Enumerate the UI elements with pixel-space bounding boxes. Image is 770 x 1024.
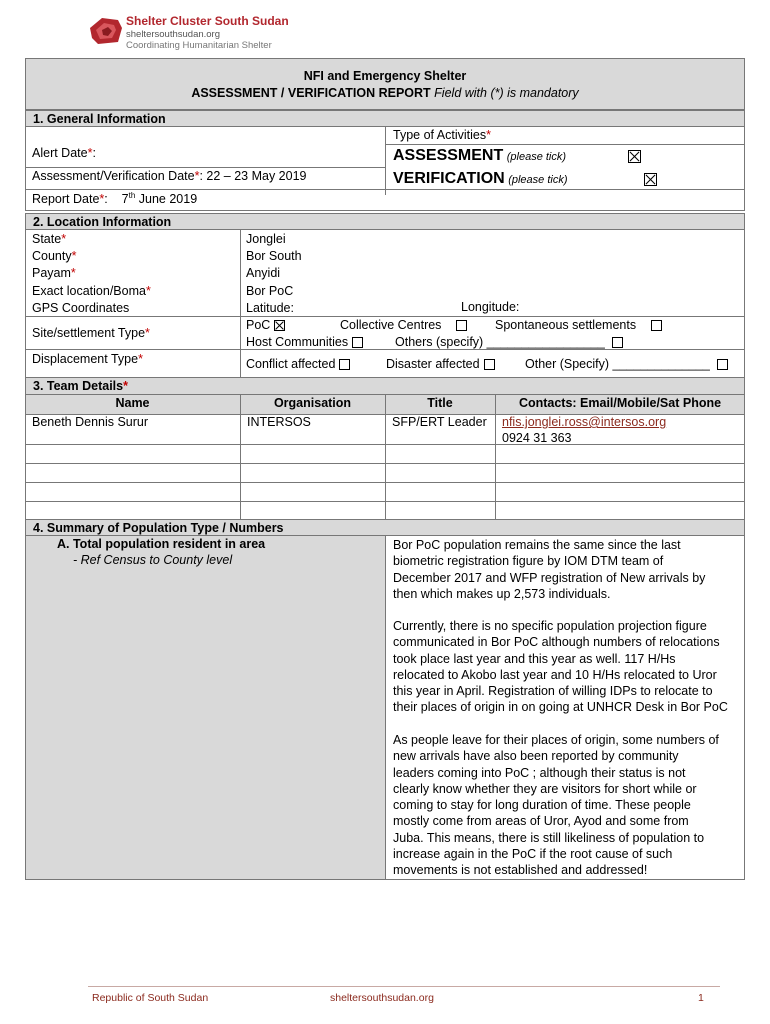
location-labels — [32, 231, 151, 317]
site-type-label: Site/settlement Type* — [32, 326, 150, 340]
county-label: County* — [32, 249, 77, 264]
report-title: NFI and Emergency Shelter — [303, 69, 467, 83]
section-location-information — [25, 213, 745, 377]
column-contacts: Contacts: Email/Mobile/Sat Phone — [518, 396, 722, 410]
conflict-option[interactable]: Conflict affected — [246, 357, 350, 371]
section-header: 4. Summary of Population Type / Numbers — [25, 519, 745, 536]
report-title-block — [25, 58, 745, 110]
population-note: - Ref Census to County level — [73, 553, 233, 567]
collective-centres-option[interactable]: Collective Centres — [340, 318, 467, 332]
column-title: Title — [427, 396, 453, 410]
report-subtitle: ASSESSMENT / VERIFICATION REPORT Field with (*) is mandatory — [191, 86, 579, 100]
member-name: Beneth Dennis Surur — [32, 415, 149, 429]
footer-website: sheltersouthsudan.org — [330, 992, 434, 1004]
county-value: Bor South — [246, 249, 302, 264]
page-number: 1 — [698, 992, 704, 1004]
boma-label: Exact location/Boma* — [32, 283, 151, 298]
verification-option: VERIFICATION (please tick) — [393, 170, 568, 187]
spontaneous-option[interactable]: Spontaneous settlements — [495, 318, 662, 332]
population-paragraph-1: Bor PoC population remains the same since the last biometric registration figure by IOM DTM team of December 2017 and WFP registration of New arrivals by then which makes up 2,573 individuals. — [393, 538, 706, 601]
latitude-label: Latitude: — [246, 300, 294, 315]
type-of-activities-label: Type of Activities* — [393, 128, 491, 142]
assessment-date: Assessment/Verification Date*: 22 – 23 May 2019 — [32, 169, 307, 183]
poc-option[interactable]: PoC — [246, 318, 285, 332]
assessment-option: ASSESSMENT (please tick) — [393, 147, 567, 164]
section-header: 2. Location Information — [25, 213, 745, 230]
gps-label: GPS Coordinates — [32, 300, 130, 315]
location-values — [246, 231, 302, 317]
footer-country: Republic of South Sudan — [92, 992, 209, 1004]
verification-checkbox[interactable] — [644, 173, 657, 186]
longitude-label: Longitude: — [461, 300, 520, 314]
brand-subtitle: Coordinating Humanitarian Shelter — [126, 40, 272, 51]
other-displacement-option[interactable]: Other (Specify) ______________ — [525, 357, 728, 371]
footer-divider — [88, 986, 720, 987]
report-date: Report Date*: 7th June 2019 — [32, 191, 198, 207]
payam-label: Payam* — [32, 266, 76, 281]
section-header: 3. Team Details* — [25, 377, 745, 415]
section-team-details — [25, 377, 745, 519]
displacement-type-label: Displacement Type* — [32, 352, 143, 366]
member-email-link[interactable]: nfis.jonglei.ross@intersos.org — [502, 415, 667, 429]
population-subheading: A. Total population resident in area — [57, 537, 266, 551]
boma-value: Bor PoC — [246, 283, 294, 298]
column-name: Name — [115, 396, 150, 410]
state-value: Jonglei — [246, 232, 286, 246]
population-paragraph-2: Currently, there is no specific population projection figure communicated in Bor PoC although numbers of relocations took place last year and this year as well. 117 H/Hs relocated to Akobo last year and 10 H/Hs relocated to Uror this year in April. Registration of willing IDPs to relocate to their places of origin in on going at UNHCR Desk in Bor PoC — [393, 619, 728, 715]
member-organisation: INTERSOS — [247, 415, 311, 429]
population-paragraph-3: As people leave for their places of origin, some numbers of new arrivals have also been reported by community leaders coming into PoC ; although their status is not clearly know whether they are visitors for short while or coming to stay for long duration of time. These people mostly come from areas of Uror, Ayod and some from Juba. This means, there is still likeliness of population to increase again in the PoC if the root cause of such movements is not established and addressed! — [393, 733, 719, 878]
section-header: 1. General Information — [25, 110, 745, 127]
column-organisation: Organisation — [273, 396, 352, 410]
state-label: State* — [32, 232, 67, 246]
brand-logo — [88, 14, 348, 50]
host-communities-option[interactable]: Host Communities — [246, 335, 363, 349]
assessment-checkbox[interactable] — [628, 150, 641, 163]
others-option[interactable]: Others (specify) _________________ — [395, 335, 623, 349]
disaster-option[interactable]: Disaster affected — [386, 357, 495, 371]
member-phone: 0924 31 363 — [502, 431, 572, 445]
alert-date-label: Alert Date*: — [32, 146, 96, 160]
section-general-information — [25, 110, 745, 210]
section-population-summary — [25, 519, 745, 880]
house-logo-icon — [88, 14, 124, 46]
member-title: SFP/ERT Leader — [392, 415, 487, 429]
brand-title: Shelter Cluster South Sudan — [126, 14, 289, 28]
brand-url: sheltersouthsudan.org — [126, 29, 221, 40]
payam-value: Anyidi — [246, 266, 281, 281]
